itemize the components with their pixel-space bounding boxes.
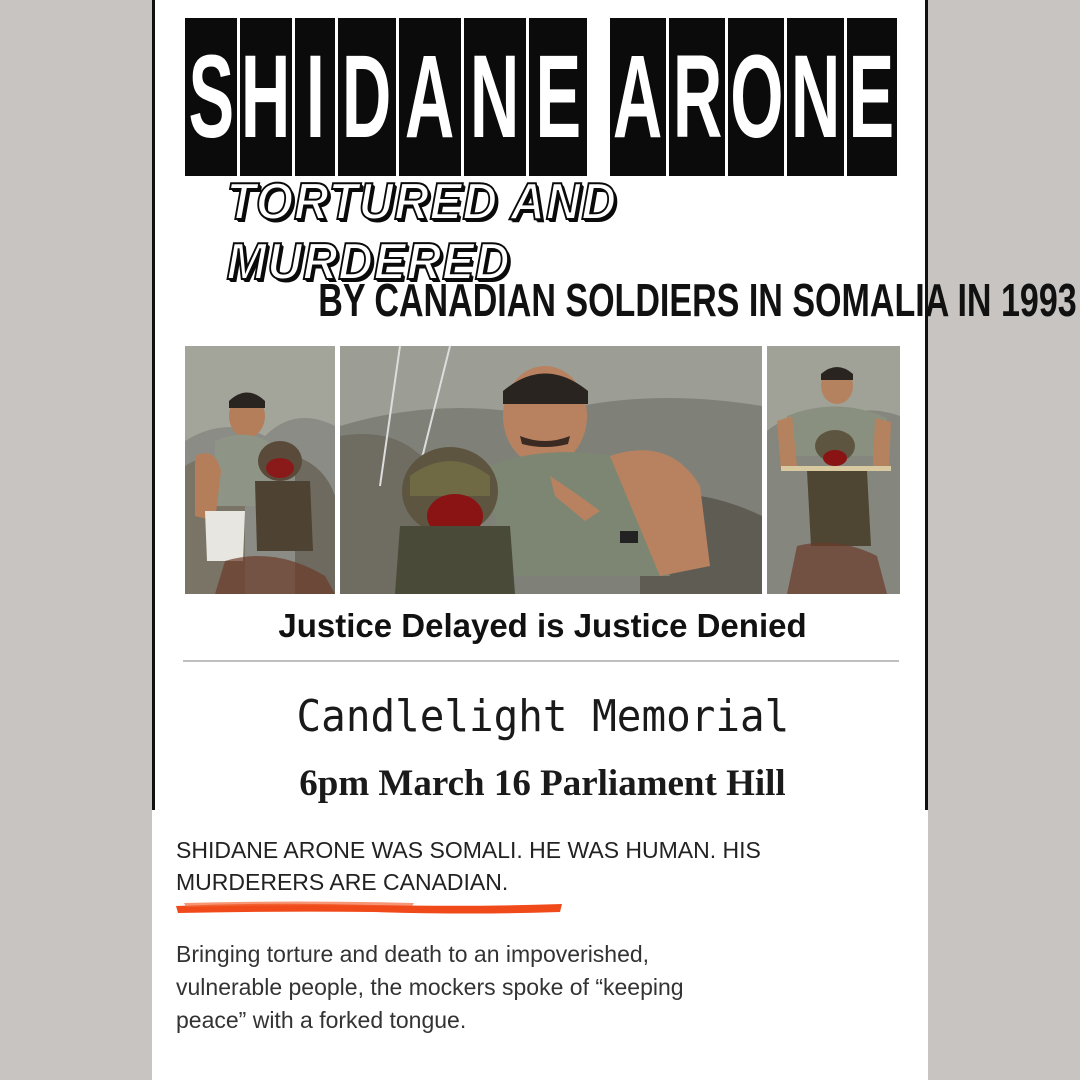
caption-panel [152,810,928,1080]
poster-title [185,18,900,176]
poster-by-line-text: BY CANADIAN SOLDIERS IN SOMALIA IN 1993 [318,274,1077,326]
brush-underline [174,898,564,918]
photo-left [185,346,335,594]
caption-body-line-2: vulnerable people, the mockers spoke of “keeping [176,974,684,1000]
caption-headline-line-2: MURDERERS ARE CANADIAN. [176,869,509,895]
event-details: 6pm March 16 Parliament Hill [299,763,786,804]
poster-by-line [185,272,1077,328]
caption-body-line-1: Bringing torture and death to an impoverished, [176,941,650,967]
photo-strip [185,346,900,594]
poster-subtitle [199,173,889,291]
title-word-second: A R O N E [610,18,900,176]
poster-slogan: Justice Delayed is Justice Denied [278,607,807,644]
photo-center [340,346,762,594]
poster-divider [183,660,899,662]
caption-headline-line-1: SHIDANE ARONE WAS SOMALI. HE WAS HUMAN. HIS [176,837,761,863]
event-title-text: Candlelight Memorial [296,691,789,742]
event-title [185,688,900,746]
caption-headline [176,834,896,898]
caption-body-line-3: peace” with a forked tongue. [176,1007,467,1033]
memorial-poster [152,0,1077,810]
caption-body [176,938,876,1037]
poster-subtitle-text: TORTURED AND MURDERED [226,173,617,291]
photo-right [767,346,900,594]
title-word-first: S H I D A N E [185,18,592,176]
